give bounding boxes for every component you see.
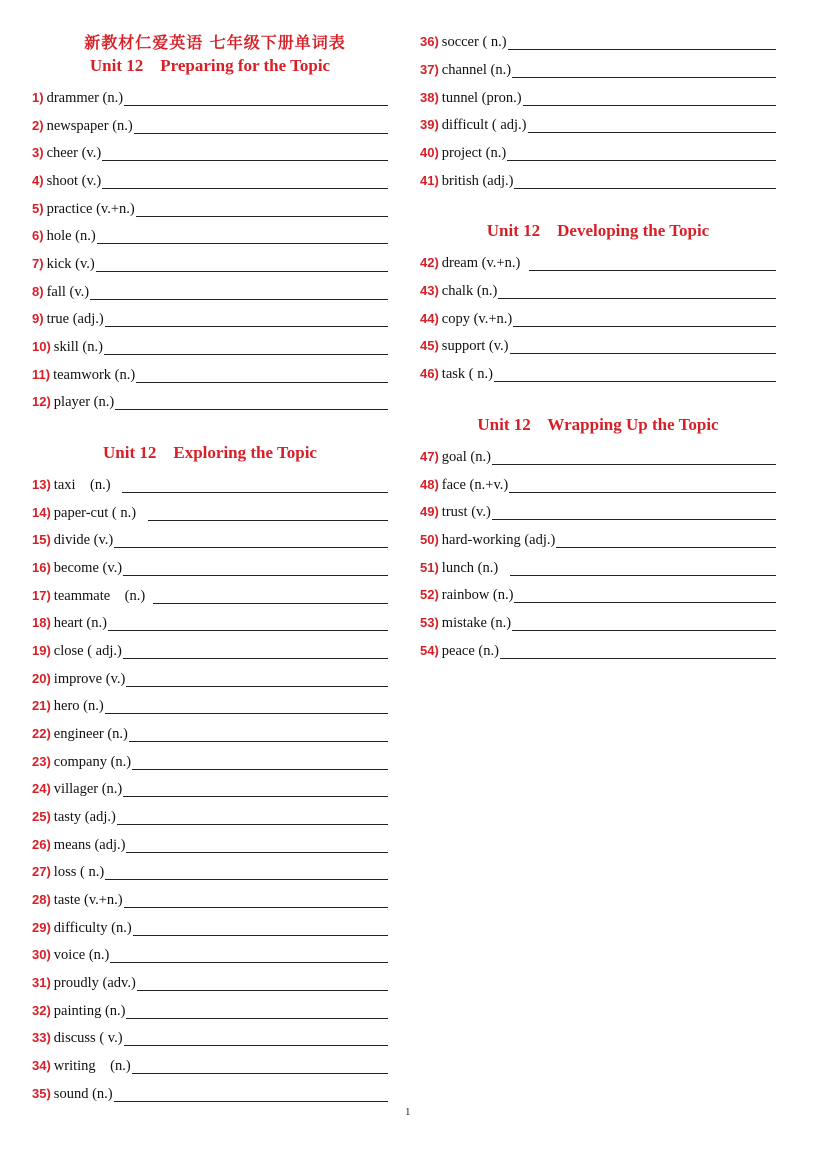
entry-number: 7) (32, 256, 44, 271)
answer-blank-line[interactable] (105, 311, 388, 327)
answer-blank-line[interactable] (153, 588, 388, 604)
answer-blank-line[interactable] (114, 532, 388, 548)
section-heading-preparing: Unit 12 Preparing for the Topic (89, 56, 331, 75)
section-heading-wrapping: Unit 12 Wrapping Up the Topic (477, 415, 719, 434)
entry-word: trust (v.) (441, 504, 491, 520)
answer-blank-line[interactable] (123, 643, 388, 659)
entry-number: 4) (32, 173, 44, 188)
vocab-entry (32, 473, 388, 493)
answer-blank-line[interactable] (507, 145, 776, 161)
vocab-entry (32, 722, 388, 742)
entry-word: sound (n.) (53, 1086, 113, 1102)
answer-blank-line[interactable] (137, 975, 388, 991)
entry-number: 38) (420, 90, 439, 105)
entry-word: taste (v.+n.) (53, 892, 123, 908)
entry-number: 39) (420, 117, 439, 132)
entry-number: 8) (32, 284, 44, 299)
vocab-entry (420, 445, 776, 465)
entry-number: 23) (32, 754, 51, 769)
entry-number: 46) (420, 366, 439, 381)
entry-number: 48) (420, 477, 439, 492)
entry-number: 27) (32, 864, 51, 879)
answer-blank-line[interactable] (500, 643, 776, 659)
entry-word: means (adj.) (53, 837, 126, 853)
entry-word: hole (n.) (46, 228, 96, 244)
entry-number: 43) (420, 283, 439, 298)
vocab-entry (32, 999, 388, 1019)
entry-word: rainbow (n.) (441, 587, 514, 603)
answer-blank-line[interactable] (514, 587, 776, 603)
entry-word: tasty (adj.) (53, 809, 116, 825)
entry-word: difficulty (n.) (53, 920, 132, 936)
entry-number: 1) (32, 90, 44, 105)
answer-blank-line[interactable] (494, 366, 776, 382)
answer-blank-line[interactable] (105, 698, 388, 714)
entry-number: 36) (420, 34, 439, 49)
vocab-entry (32, 335, 388, 355)
vocab-entry (32, 252, 388, 272)
answer-blank-line[interactable] (528, 117, 777, 133)
entry-word: writing (n.) (53, 1058, 131, 1074)
vocab-entry (32, 280, 388, 300)
vocab-entry (32, 501, 388, 521)
answer-blank-line[interactable] (117, 809, 388, 825)
entry-number: 5) (32, 201, 44, 216)
answer-blank-line[interactable] (124, 1030, 388, 1046)
entry-number: 50) (420, 532, 439, 547)
entry-word: hero (n.) (53, 698, 104, 714)
entry-word: player (n.) (53, 394, 115, 410)
entry-number: 44) (420, 311, 439, 326)
answer-blank-line[interactable] (509, 477, 776, 493)
entry-number: 14) (32, 505, 51, 520)
entry-number: 15) (32, 532, 51, 547)
entry-word: loss ( n.) (53, 864, 105, 880)
answer-blank-line[interactable] (134, 118, 388, 134)
entry-word: goal (n.) (441, 449, 491, 465)
answer-blank-line[interactable] (514, 173, 776, 189)
vocab-entry (420, 473, 776, 493)
vocab-entry (420, 334, 776, 354)
answer-blank-line[interactable] (104, 339, 388, 355)
entry-number: 40) (420, 145, 439, 160)
entry-number: 20) (32, 671, 51, 686)
entry-word: difficult ( adj.) (441, 117, 527, 133)
answer-blank-line[interactable] (114, 1086, 388, 1102)
vocab-entry (32, 197, 388, 217)
entry-number: 37) (420, 62, 439, 77)
vocab-entry (32, 1082, 388, 1102)
entry-number: 34) (32, 1058, 51, 1073)
entry-word: task ( n.) (441, 366, 493, 382)
entry-number: 54) (420, 643, 439, 658)
vocab-entry (32, 1054, 388, 1074)
entry-word: dream (v.+n.) (441, 255, 528, 271)
entry-number: 16) (32, 560, 51, 575)
vocab-entry (420, 556, 776, 576)
answer-blank-line[interactable] (492, 504, 776, 520)
entry-word: engineer (n.) (53, 726, 128, 742)
document-title: 新教材仁爱英语 七年级下册单词表 (84, 33, 346, 52)
answer-blank-line[interactable] (529, 255, 776, 271)
answer-blank-line[interactable] (126, 671, 388, 687)
answer-blank-line[interactable] (122, 477, 388, 493)
answer-blank-line[interactable] (523, 90, 776, 106)
vocab-entry (32, 694, 388, 714)
answer-blank-line[interactable] (90, 284, 388, 300)
entry-number: 49) (420, 504, 439, 519)
entry-word: peace (n.) (441, 643, 499, 659)
answer-blank-line[interactable] (492, 449, 776, 465)
entry-word: voice (n.) (53, 947, 110, 963)
entry-word: paper-cut ( n.) (53, 505, 147, 521)
entry-number: 11) (32, 367, 51, 382)
vocab-entry (420, 362, 776, 382)
vocab-entry (32, 833, 388, 853)
entry-word: lunch (n.) (441, 560, 510, 576)
answer-blank-line[interactable] (123, 781, 388, 797)
answer-blank-line[interactable] (510, 560, 776, 576)
entry-number: 47) (420, 449, 439, 464)
vocab-entry (420, 307, 776, 327)
answer-blank-line[interactable] (102, 173, 388, 189)
entry-word: villager (n.) (53, 781, 123, 797)
entry-number: 52) (420, 587, 439, 602)
entry-word: copy (v.+n.) (441, 311, 513, 327)
answer-blank-line[interactable] (123, 560, 388, 576)
vocab-entry (420, 113, 776, 133)
vocab-entry (420, 500, 776, 520)
entry-number: 3) (32, 145, 44, 160)
entry-word: mistake (n.) (441, 615, 512, 631)
entry-word: project (n.) (441, 145, 507, 161)
entry-word: tunnel (pron.) (441, 90, 522, 106)
entry-word: kick (v.) (46, 256, 95, 272)
vocab-entry (420, 639, 776, 659)
entry-number: 35) (32, 1086, 51, 1101)
vocab-entry (420, 86, 776, 106)
vocab-entry (32, 169, 388, 189)
answer-blank-line[interactable] (132, 1058, 388, 1074)
vocab-entry (420, 251, 776, 271)
entry-word: chalk (n.) (441, 283, 498, 299)
entry-number: 19) (32, 643, 51, 658)
answer-blank-line[interactable] (136, 201, 388, 217)
answer-blank-line[interactable] (102, 145, 388, 161)
entry-number: 13) (32, 477, 51, 492)
vocab-entry (420, 30, 776, 50)
answer-blank-line[interactable] (513, 311, 776, 327)
page-number: 1 (405, 1106, 411, 1118)
vocab-entry (420, 611, 776, 631)
entry-number: 31) (32, 975, 51, 990)
vocab-entry (420, 528, 776, 548)
vocab-entry (32, 777, 388, 797)
entry-word: true (adj.) (46, 311, 104, 327)
vocab-entry (32, 805, 388, 825)
entry-word: support (v.) (441, 338, 509, 354)
answer-blank-line[interactable] (512, 615, 776, 631)
entry-number: 53) (420, 615, 439, 630)
entry-word: become (v.) (53, 560, 123, 576)
entry-number: 45) (420, 338, 439, 353)
entry-word: cheer (v.) (46, 145, 102, 161)
answer-blank-line[interactable] (129, 726, 388, 742)
entry-number: 2) (32, 118, 44, 133)
entry-word: hard-working (adj.) (441, 532, 556, 548)
entry-number: 24) (32, 781, 51, 796)
answer-blank-line[interactable] (126, 837, 388, 853)
entry-number: 28) (32, 892, 51, 907)
vocab-entry (32, 1026, 388, 1046)
vocab-entry (420, 583, 776, 603)
entry-number: 29) (32, 920, 51, 935)
entry-word: discuss ( v.) (53, 1030, 123, 1046)
entry-word: painting (n.) (53, 1003, 126, 1019)
entry-word: teamwork (n.) (53, 367, 136, 383)
vocab-entry (32, 307, 388, 327)
entry-word: face (n.+v.) (441, 477, 509, 493)
vocab-entry (32, 971, 388, 991)
entry-number: 41) (420, 173, 439, 188)
entry-word: company (n.) (53, 754, 132, 770)
entry-word: proudly (adv.) (53, 975, 136, 991)
vocab-entry (420, 141, 776, 161)
entry-number: 12) (32, 394, 51, 409)
answer-blank-line[interactable] (96, 256, 388, 272)
answer-blank-line[interactable] (508, 34, 776, 50)
entry-word: divide (v.) (53, 532, 114, 548)
answer-blank-line[interactable] (136, 367, 388, 383)
answer-blank-line[interactable] (110, 947, 388, 963)
entry-word: shoot (v.) (46, 173, 102, 189)
vocab-entry (32, 943, 388, 963)
entry-number: 33) (32, 1030, 51, 1045)
entry-word: soccer ( n.) (441, 34, 507, 50)
vocab-entry (32, 141, 388, 161)
section-heading-exploring: Unit 12 Exploring the Topic (103, 443, 317, 462)
entry-word: newspaper (n.) (46, 118, 133, 134)
section-heading-developing: Unit 12 Developing the Topic (486, 221, 710, 240)
answer-blank-line[interactable] (132, 754, 388, 770)
vocab-entry (32, 86, 388, 106)
entry-word: practice (v.+n.) (46, 201, 135, 217)
vocab-entry (32, 667, 388, 687)
entry-number: 26) (32, 837, 51, 852)
entry-number: 22) (32, 726, 51, 741)
entry-word: taxi (n.) (53, 477, 122, 493)
entry-word: heart (n.) (53, 615, 107, 631)
entry-number: 10) (32, 339, 51, 354)
entry-word: improve (v.) (53, 671, 126, 687)
entry-number: 9) (32, 311, 44, 326)
entry-word: close ( adj.) (53, 643, 122, 659)
vocab-entry (32, 363, 388, 383)
vocab-entry (32, 584, 388, 604)
entry-number: 6) (32, 228, 44, 243)
vocab-entry (32, 916, 388, 936)
vocab-entry (420, 58, 776, 78)
entry-word: skill (n.) (53, 339, 103, 355)
answer-blank-line[interactable] (97, 228, 388, 244)
vocab-entry (420, 169, 776, 189)
entry-word: channel (n.) (441, 62, 512, 78)
answer-blank-line[interactable] (148, 505, 388, 521)
answer-blank-line[interactable] (108, 615, 388, 631)
entry-number: 25) (32, 809, 51, 824)
answer-blank-line[interactable] (510, 338, 776, 354)
answer-blank-line[interactable] (105, 864, 388, 880)
vocab-entry (32, 639, 388, 659)
vocab-entry (32, 224, 388, 244)
vocab-entry (32, 860, 388, 880)
answer-blank-line[interactable] (124, 90, 388, 106)
answer-blank-line[interactable] (115, 394, 388, 410)
vocab-entry (32, 114, 388, 134)
vocab-entry (32, 750, 388, 770)
answer-blank-line[interactable] (556, 532, 776, 548)
vocab-entry (32, 390, 388, 410)
entry-word: drammer (n.) (46, 90, 124, 106)
entry-number: 18) (32, 615, 51, 630)
vocab-entry (420, 279, 776, 299)
entry-number: 32) (32, 1003, 51, 1018)
answer-blank-line[interactable] (126, 1003, 388, 1019)
entry-number: 51) (420, 560, 439, 575)
vocab-entry (32, 528, 388, 548)
answer-blank-line[interactable] (512, 62, 776, 78)
entry-number: 30) (32, 947, 51, 962)
entry-number: 42) (420, 255, 439, 270)
entry-number: 17) (32, 588, 51, 603)
vocab-entry (32, 611, 388, 631)
vocab-entry (32, 556, 388, 576)
answer-blank-line[interactable] (124, 892, 388, 908)
entry-word: teammate (n.) (53, 588, 153, 604)
vocab-entry (32, 888, 388, 908)
entry-word: fall (v.) (46, 284, 90, 300)
entry-word: british (adj.) (441, 173, 514, 189)
answer-blank-line[interactable] (498, 283, 776, 299)
answer-blank-line[interactable] (133, 920, 388, 936)
entry-number: 21) (32, 698, 51, 713)
